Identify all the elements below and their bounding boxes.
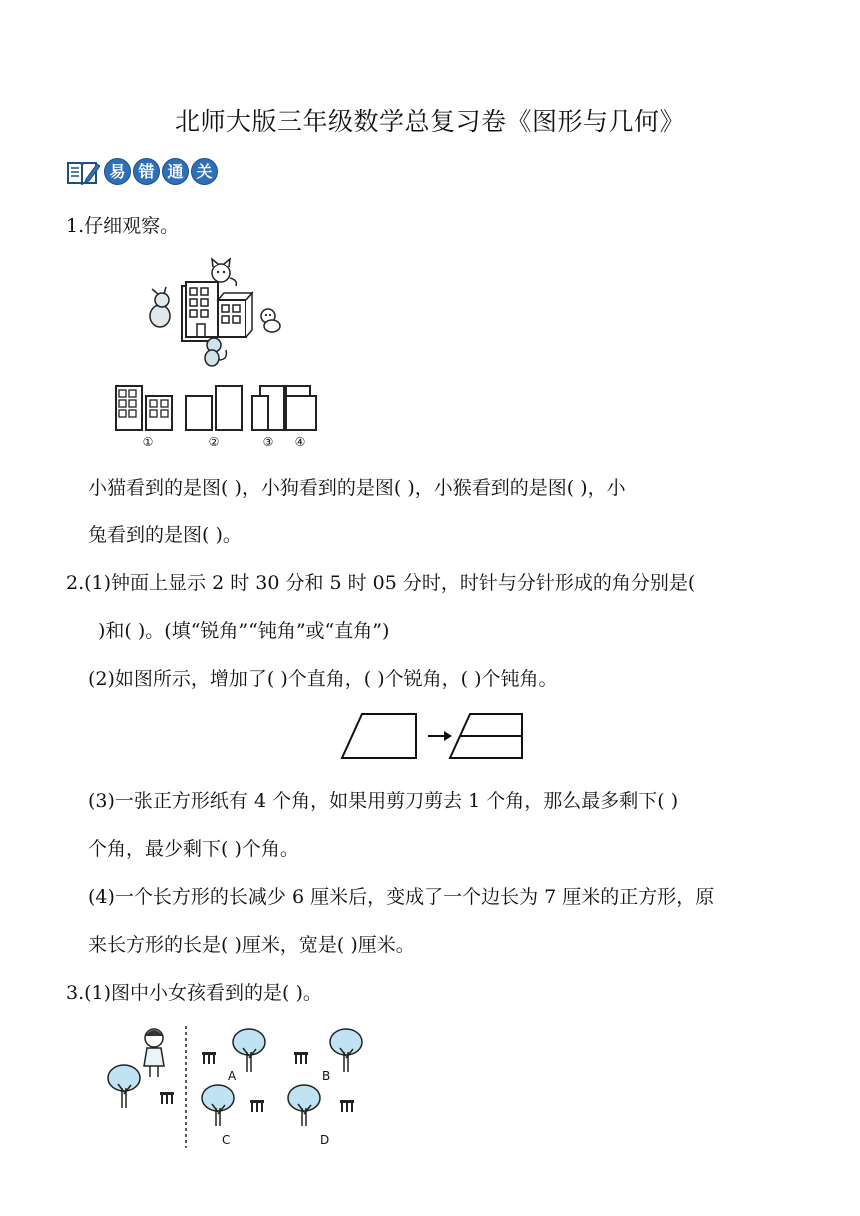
question-3-part-1: 3.(1)图中小女孩看到的是( )。 xyxy=(66,982,322,1004)
banner-char: 通 xyxy=(162,158,189,185)
question-1-line-1: 小猫看到的是图( )，小狗看到的是图( )，小猴看到的是图( )，小 xyxy=(88,477,626,499)
option-a-label: A xyxy=(228,1069,237,1083)
banner-badge xyxy=(104,158,218,185)
option-c-scene xyxy=(202,1085,264,1126)
rabbit-icon xyxy=(150,287,170,327)
stool-icon xyxy=(160,1092,174,1104)
option-b-label: B xyxy=(322,1069,331,1083)
girl-trees-figure xyxy=(104,1022,374,1152)
banner-char: 易 xyxy=(104,158,131,185)
page-title: 北师大版三年级数学总复习卷《图形与几何》 xyxy=(174,107,685,136)
question-2-part-2: (2)如图所示，增加了( )个直角，( )个锐角，( )个钝角。 xyxy=(88,668,558,690)
question-2-part-4-line-2: 来长方形的长是( )厘米，宽是( )厘米。 xyxy=(88,934,415,956)
tall-building-icon xyxy=(182,282,218,341)
option-a-scene xyxy=(202,1029,265,1072)
dog-icon xyxy=(261,309,280,332)
arrow-right-icon xyxy=(428,731,452,741)
question-1-stem: 1.仔细观察。 xyxy=(66,215,180,237)
question-2-part-1-line-1: 2.(1)钟面上显示 2 时 30 分和 5 时 05 分时，时针与分针形成的角分别是( xyxy=(66,572,696,594)
option-d-label: D xyxy=(320,1133,330,1147)
parallelogram-figure xyxy=(340,712,525,762)
view-options-figure xyxy=(110,380,330,452)
book-pencil-icon xyxy=(66,159,100,185)
question-2-part-3-line-1: (3)一张正方形纸有 4 个角，如果用剪刀剪去 1 个角，那么最多剩下( ) xyxy=(88,790,679,812)
view-option-3 xyxy=(252,386,284,430)
question-2-part-3-line-2: 个角，最少剩下( )个角。 xyxy=(88,838,299,860)
option-d-scene xyxy=(288,1085,354,1126)
short-building-icon xyxy=(218,293,252,337)
view-label-2: ② xyxy=(208,435,220,449)
view-label-3: ③ xyxy=(262,435,274,449)
question-1-line-2: 兔看到的是图( )。 xyxy=(88,524,242,546)
buildings-animals-figure xyxy=(140,256,290,371)
banner-char: 关 xyxy=(191,158,218,185)
monkey-icon xyxy=(205,338,226,366)
question-2-part-1-line-2: )和( )。(填“锐角”“钝角”或“直角”) xyxy=(98,620,390,642)
tree-icon xyxy=(108,1065,140,1108)
view-option-4 xyxy=(286,386,316,430)
section-banner xyxy=(66,158,218,185)
option-b-scene xyxy=(294,1029,362,1072)
banner-char: 错 xyxy=(133,158,160,185)
option-c-label: C xyxy=(222,1133,231,1147)
view-option-2 xyxy=(186,386,242,430)
girl-icon xyxy=(144,1029,164,1077)
question-2-part-4-line-1: (4)一个长方形的长减少 6 厘米后，变成了一个边长为 7 厘米的正方形，原 xyxy=(88,886,715,908)
view-label-4: ④ xyxy=(294,435,306,449)
view-option-1 xyxy=(116,386,172,430)
view-label-1: ① xyxy=(142,435,154,449)
